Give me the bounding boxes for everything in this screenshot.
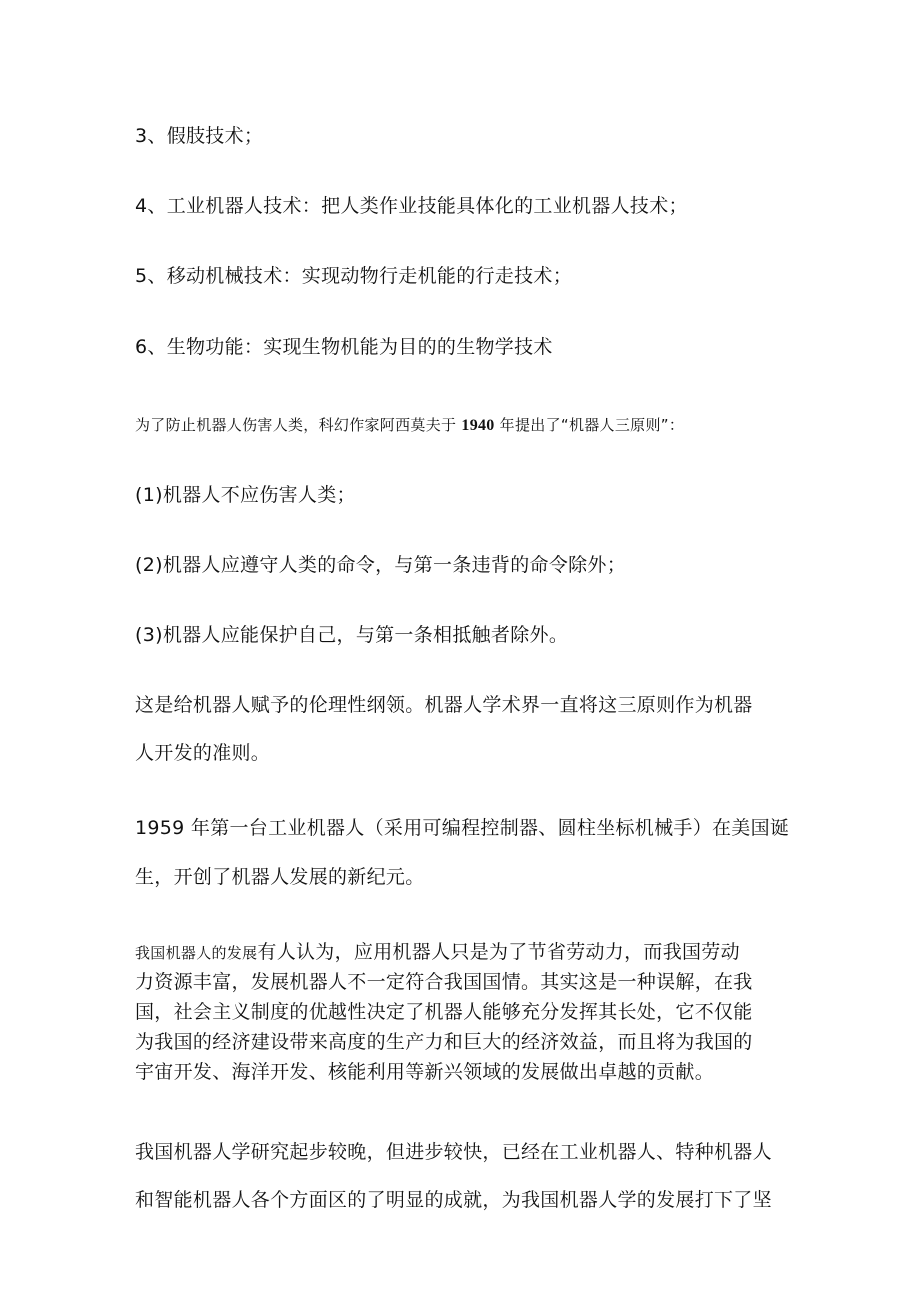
section-heading-inline: 我国机器人的发展 [135, 944, 258, 962]
intro-text-after-year: 年提出了“机器人三原则”： [499, 416, 685, 434]
paragraph-china-line-4: 为我国的经济建设带来高度的生产力和巨大的经济效益，而且将为我国的 [135, 1031, 753, 1053]
paragraph-1959-line-1: 1959 年第一台工业机器人（采用可编程控制器、圆柱坐标机械手）在美国诞 [135, 817, 790, 839]
law-2: (2)机器人应遵守人类的命令，与第一条违背的命令除外； [135, 554, 627, 576]
paragraph-research-line-2: 和智能机器人各个方面区的了明显的成就，为我国机器人学的发展打下了坚 [135, 1189, 772, 1211]
paragraph-china-line-5: 宇宙开发、海洋开发、核能利用等新兴领域的发展做出卓越的贡献。 [135, 1061, 715, 1083]
paragraph-research-line-1: 我国机器人学研究起步较晚，但进步较快，已经在工业机器人、特种机器人 [135, 1141, 772, 1163]
intro-year: 1940 [461, 417, 495, 434]
paragraph-1959-line-2: 生，开创了机器人发展的新纪元。 [135, 866, 425, 888]
three-laws-intro [135, 413, 684, 438]
law-1: (1)机器人不应伤害人类； [135, 484, 356, 506]
paragraph-china-line-1 [135, 940, 740, 965]
paragraph-china-line-3: 国，社会主义制度的优越性决定了机器人能够充分发挥其长处，它不仅能 [135, 1001, 753, 1023]
paragraph-ethics-line-1: 这是给机器人赋予的伦理性纲领。机器人学术界一直将这三原则作为机器 [135, 694, 753, 716]
list-item-4: 4、工业机器人技术：把人类作业技能具体化的工业机器人技术； [135, 195, 688, 217]
intro-text-before-year: 为了防止机器人伤害人类，科幻作家阿西莫夫于 [135, 416, 457, 434]
paragraph-china-line-2: 力资源丰富，发展机器人不一定符合我国国情。其实这是一种误解，在我 [135, 971, 753, 993]
paragraph-ethics-line-2: 人开发的准则。 [135, 742, 271, 764]
list-item-6: 6、生物功能：实现生物机能为目的的生物学技术 [135, 336, 553, 358]
paragraph-china-text: 有人认为，应用机器人只是为了节省劳动力，而我国劳动 [257, 941, 740, 963]
law-3: (3)机器人应能保护自己，与第一条相抵触者除外。 [135, 624, 569, 646]
list-item-3: 3、假肢技术； [135, 125, 264, 147]
list-item-5: 5、移动机械技术：实现动物行走机能的行走技术； [135, 265, 572, 287]
